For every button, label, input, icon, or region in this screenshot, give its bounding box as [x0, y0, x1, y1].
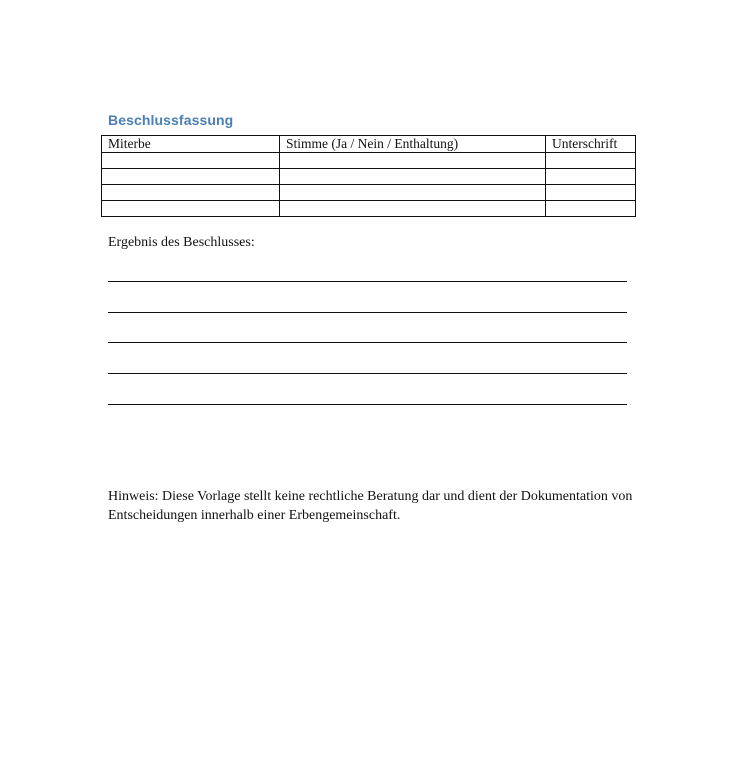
result-write-line[interactable]	[108, 312, 627, 313]
column-header-unterschrift: Unterschrift	[546, 136, 636, 153]
table-cell-unterschrift[interactable]	[546, 185, 636, 201]
result-write-line[interactable]	[108, 404, 627, 405]
result-label: Ergebnis des Beschlusses:	[108, 235, 255, 250]
table-header-row	[102, 136, 636, 153]
column-header-stimme: Stimme (Ja / Nein / Enthaltung)	[280, 136, 546, 153]
table-cell-unterschrift[interactable]	[546, 169, 636, 185]
table-row	[102, 153, 636, 169]
resolution-table	[101, 135, 636, 217]
table-cell-miterbe[interactable]	[102, 169, 280, 185]
table-row	[102, 201, 636, 217]
table-cell-unterschrift[interactable]	[546, 201, 636, 217]
table-cell-stimme[interactable]	[280, 169, 546, 185]
table-cell-stimme[interactable]	[280, 153, 546, 169]
table-cell-miterbe[interactable]	[102, 185, 280, 201]
result-write-line[interactable]	[108, 281, 627, 282]
table-row	[102, 169, 636, 185]
table-cell-miterbe[interactable]	[102, 153, 280, 169]
table-row	[102, 185, 636, 201]
disclaimer-note: Hinweis: Diese Vorlage stellt keine rechtliche Beratung dar und dient der Dokumentation von Entscheidungen innerhalb einer Erbengemeinschaft.	[108, 489, 633, 523]
table-cell-stimme[interactable]	[280, 185, 546, 201]
section-heading-beschlussfassung: Beschlussfassung	[108, 112, 234, 128]
table-cell-miterbe[interactable]	[102, 201, 280, 217]
table-cell-unterschrift[interactable]	[546, 153, 636, 169]
table-cell-stimme[interactable]	[280, 201, 546, 217]
result-write-line[interactable]	[108, 373, 627, 374]
column-header-miterbe: Miterbe	[102, 136, 280, 153]
result-write-line[interactable]	[108, 342, 627, 343]
